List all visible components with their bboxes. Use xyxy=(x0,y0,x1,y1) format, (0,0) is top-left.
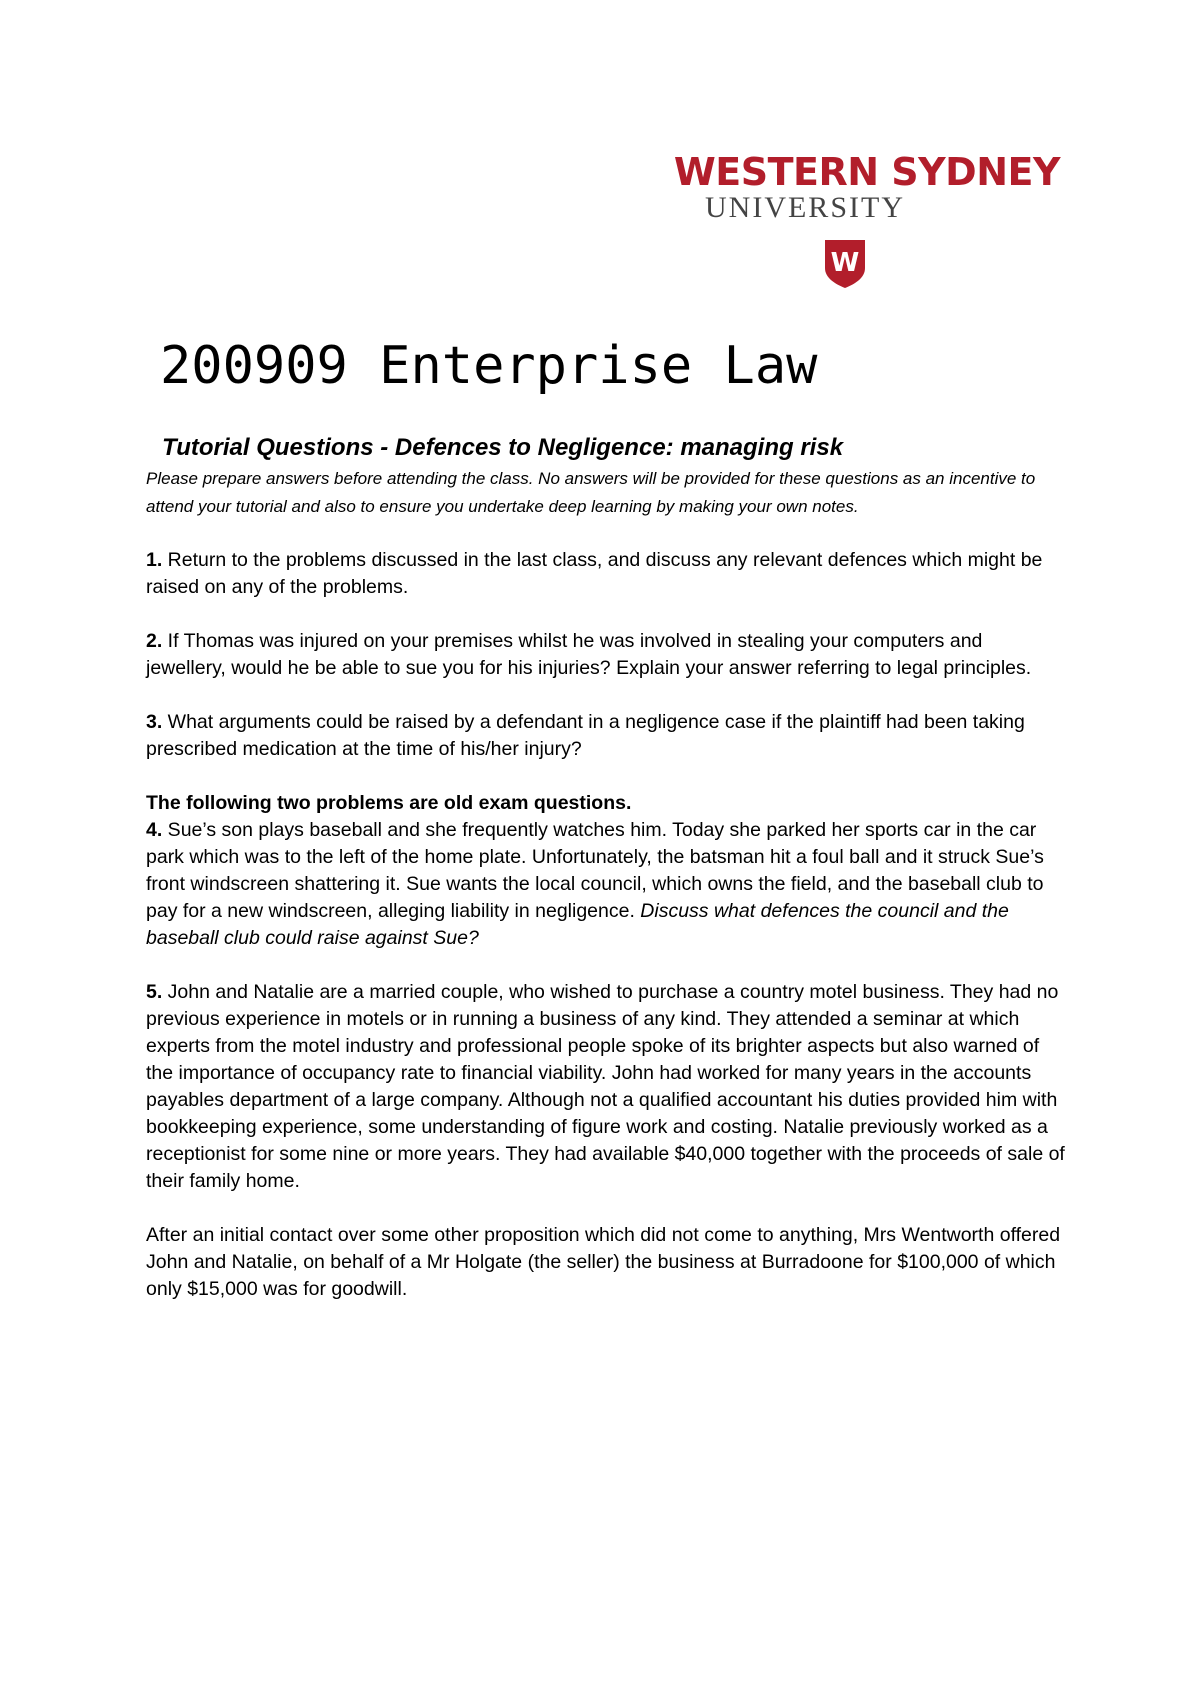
question-number: 5. xyxy=(146,981,163,1003)
question-text: Sue’s son plays baseball and she frequently watches him. Today she parked her sports car in the car park which was to the left of the home plate. Unfortunately, the batsman hit a foul ball and it struck Sue’s front windscreen shattering it. Sue wants the local council, which owns the field, and the baseball club to pay for a new windscreen, alleging liability in negligence. xyxy=(146,819,1044,922)
intro-note: Please prepare answers before attending the class. No answers will be provided for these questions as an incentive to attend your tutorial and also to ensure you undertake deep learning by making your own notes. xyxy=(146,469,1036,516)
question-number: 4. xyxy=(146,819,163,841)
shield-letter: W xyxy=(830,248,860,278)
subtitle: Tutorial Questions - Defences to Negligence: managing risk xyxy=(162,434,844,461)
question-task: Discuss what defences the council and the baseball club could raise against Sue? xyxy=(146,900,1009,949)
question-text: What arguments could be raised by a defendant in a negligence case if the plaintiff had been taking prescribed medication at the time of his/her injury? xyxy=(146,711,1025,760)
shield-icon xyxy=(823,238,867,290)
question-text: John and Natalie are a married couple, who wished to purchase a country motel business. They had no previous experience in motels or in running a business of any kind. They attended a seminar at which experts from the motel industry and professional people spoke of its brighter aspects but also warned of the importance of occupancy rate to financial viability. John had worked for many years in the accounts payables department of a large company. Although not a qualified accountant his duties provided him with bookkeeping experience, some understanding of figure work and costing. Natalie previously worked as a receptionist for some nine or more years. They had available $40,000 together with the proceeds of sale of their family home. xyxy=(146,981,1065,1192)
logo-wordmark-line1: WESTERN SYDNEY xyxy=(673,150,1060,194)
question-text: If Thomas was injured on your premises whilst he was involved in stealing your computers and jewellery, would he be able to sue you for his injuries? Explain your answer referring to legal principles. xyxy=(146,630,1032,679)
university-logo xyxy=(640,150,1060,295)
question-1 xyxy=(146,547,1066,601)
page-title: 200909 Enterprise Law xyxy=(160,336,818,396)
document-body xyxy=(146,433,1076,1330)
question-5-continued: After an initial contact over some other proposition which did not come to anything, Mrs Wentworth offered John and Natalie, on behalf of a Mr Holgate (the seller) the business at Burradoone for $100,000 of which only $15,000 was for goodwill. xyxy=(146,1224,1061,1300)
question-3 xyxy=(146,709,1066,763)
exam-heading: The following two problems are old exam questions. xyxy=(146,792,632,814)
logo-wordmark-line2: UNIVERSITY xyxy=(705,191,905,224)
question-number: 2. xyxy=(146,630,163,652)
question-4 xyxy=(146,817,1066,952)
question-2 xyxy=(146,628,1066,682)
question-5 xyxy=(146,979,1066,1195)
question-number: 1. xyxy=(146,549,163,571)
question-number: 3. xyxy=(146,711,163,733)
question-text: Return to the problems discussed in the last class, and discuss any relevant defences which might be raised on any of the problems. xyxy=(146,549,1043,598)
